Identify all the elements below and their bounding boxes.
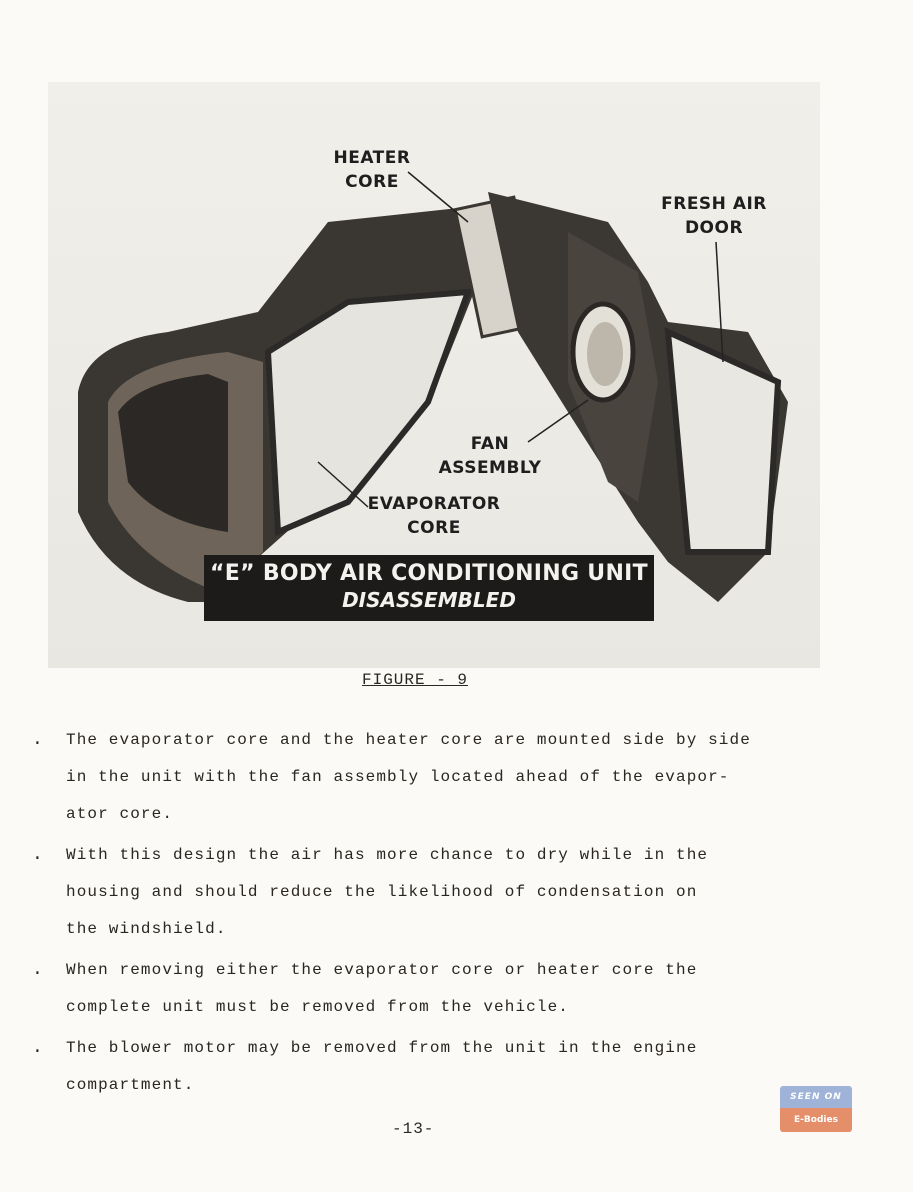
bullet-item: [28, 1030, 848, 1104]
figure-caption-subtitle: DISASSEMBLED: [342, 588, 516, 612]
bullet-list: [28, 722, 848, 1108]
heater-core-callout: HEATER CORE: [333, 148, 411, 192]
fan-assembly-callout: FAN ASSEMBLY: [438, 434, 542, 478]
bullet-marker: .: [32, 960, 43, 980]
stamp-top-text: SEEN ON: [780, 1086, 852, 1108]
evaporator-core-callout: EVAPORATOR CORE: [367, 494, 501, 538]
watermark-stamp: [780, 1086, 852, 1132]
bullet-text: With this design the air has more chance to dry while in the housing and should reduce the likelihood of condensation on the windshield.: [66, 846, 709, 938]
bullet-text: The blower motor may be removed from the unit in the engine compartment.: [66, 1039, 698, 1094]
bullet-item: [28, 952, 848, 1026]
figure-caption-box: [204, 555, 654, 621]
bullet-item: [28, 837, 848, 948]
page-number: -13-: [392, 1120, 435, 1138]
bullet-text: When removing either the evaporator core or heater core the complete unit must be removed from the vehicle.: [66, 961, 698, 1016]
bullet-text: The evaporator core and the heater core are mounted side by side in the unit with the fan assembly located ahead of the evapor- ator core.: [66, 731, 751, 823]
stamp-bottom-text: E-Bodies: [780, 1108, 852, 1132]
bullet-marker: .: [32, 730, 43, 750]
bullet-item: [28, 722, 848, 833]
fresh-air-door-callout: FRESH AIR DOOR: [661, 194, 767, 238]
figure-caption-title: “E” BODY AIR CONDITIONING UNIT: [210, 561, 648, 586]
bullet-marker: .: [32, 845, 43, 865]
figure-label: FIGURE - 9: [362, 671, 469, 689]
bullet-marker: .: [32, 1038, 43, 1058]
